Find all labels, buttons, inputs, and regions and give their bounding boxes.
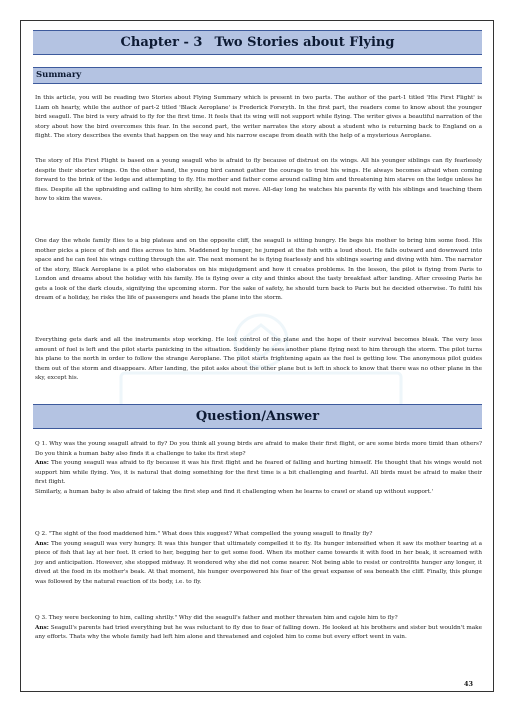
summary-paragraph: The story of His First Flight is based on a young seagull who is afraid to fly because of distrust on its wings. All his younger siblings can fly fearlessly despite their shorter wings. On the other hand, the young bird cannot gather the courage to trust his wings. He always becomes afraid when coming forward to the brink of the ledge and attempting to fly. His mother and father come around calling him and threatening him starve on the ledge unless he flies. Despite all the upbraiding and calling to him shrilly, he could not move. All-day long he watches his parents fly with his siblings and teaching them how to skim the waves. (35, 158, 482, 202)
answer-label: Ans: (35, 460, 49, 466)
question-text: Q 3. They were beckoning to him, calling shrilly." Why did the seagull's father and mother threaten him and cajole him to fly? (35, 615, 398, 621)
document-page (20, 20, 494, 692)
answer-text: Similarly, a human baby is also afraid of taking the first step and find it challenging when he learns to crawl or stand up without support.' (35, 488, 434, 495)
answer-label: Ans: (35, 624, 49, 631)
answer-label: Ans: (35, 540, 49, 547)
qa-item (35, 530, 482, 587)
summary-heading: Summary (33, 67, 482, 84)
summary-paragraph: Everything gets dark and all the instruments stop working. He lost control of the plane and the hope of their survival becomes bleak. The very less amount of fuel is left and the pilot starts panicking in the situation. Suddenly he sees another plane flying next to him through the storm. The pilot turns his plane to the north in order to follow the strange Aeroplane. The pilot starts frightening again as the fuel is getting low. The anonymous pilot guides them out of the storm and disappears. After landing, the pilot asks about the other plane but is left in shock to know that there was no other plane in the sky, except his. (35, 337, 482, 381)
qa-item (35, 614, 482, 643)
qa-heading: Question/Answer (33, 404, 482, 429)
summary-paragraph: One day the whole family flies to a big plateau and on the opposite cliff, the seagull is sitting hungry. He begs his mother to bring him some food. His mother picks a piece of fish and flies across to him. Maddened by hunger, he jumped at the fish with a loud shout. He falls outward and downward into space and he can feel his wings cutting through the air. The next moment he is flying fearlessly and his siblings soaring and diving with him. The narrator of the story, Black Aeroplane is a pilot who elaborates on his misjudgment and how it creates problems. In the lesson, the pilot is flying from Paris to London and dreams about the holiday with his family. He is flying over a city and thinks about the tasty breakfast after landing. After crossing Paris he gets a look of the dark clouds, signifying the upcoming storm. For the sake of safety, he should turn back to Paris but he decided otherwise. To fulfil his dream of a holiday, he risks the life of passengers and heads the plane into the storm. (35, 238, 482, 301)
summary-paragraph: In this article, you will be reading two Stories about Flying Summary which is present in two parts. The author of the part-1 titled 'His First Flight' is Liam oh hearty, while the author of part-2 titled 'Black Aeroplane' is Frederick Forsryth. In the first part, the readers come to know about the younger bird seagull. The bird is very afraid to fly for the first time. It feels that its wing will not support while flying. The writer gives a beautiful narration of the story about how the bird overcomes this fear. In the second part, the writer narrates the story about a student who is returning back to England on a flight. The story describes the events that happen on the way and his narrow escape from death with the help of a mysterious Aeroplane. (35, 95, 482, 139)
answer-text: Ans: The young seagull was very hungry. It was this hunger that ultimately compelled it to fly. Its hunger intensified when it saw its mother tearing at a piece of fish that lay at her feet. It cried to her, begging her to get some food. When its mother came towards it with food in her beak, it screamed with joy and anticipation. However, she stopped midway. It wondered why she did not come nearer. Not being able to resist or controlfits hunger any longer, it dived at the food in its mother's beak. At that moment, his hunger overpowered his fear of the great expanse of sea beneath the cliff. Finally, this plunge was followed by the natural reaction of its body, i.e. to fly. (35, 540, 482, 585)
chapter-title: Two Stories about Flying (214, 35, 395, 50)
question-text: Q 1. Why was the young seagull afraid to fly? Do you think all young birds are afraid to make their first flight, or are some birds more timid than others? Do you think a human baby also finds it a challenge to take its first step? (35, 441, 482, 457)
qa-item (35, 440, 482, 497)
answer-text: Ans: Seagull's parents had tried everything but he was reluctant to fly due to fear of falling down. He looked at his brothers and sister but wouldn't make any efforts. Thats why the whole family had left him alone and threatened and cojoled him to come but every effort went in vain. (35, 624, 482, 640)
question-text: Q 2. "The sight of the food maddened him." What does this suggest? What compelled the young seagull to finally fly? (35, 531, 373, 537)
answer-text: Ans: The young seagull was afraid to fly because it was his first flight and he feared of falling and hurting himself. He thought that his wings would not support him while flying. Yes, it is natural that doing something for the first time is a bit challenging and fearful. All birds must be afraid to make their first flight. (35, 460, 482, 485)
page-number: 43 (463, 680, 473, 688)
chapter-number: Chapter - 3 (120, 35, 203, 50)
chapter-header (33, 30, 482, 55)
